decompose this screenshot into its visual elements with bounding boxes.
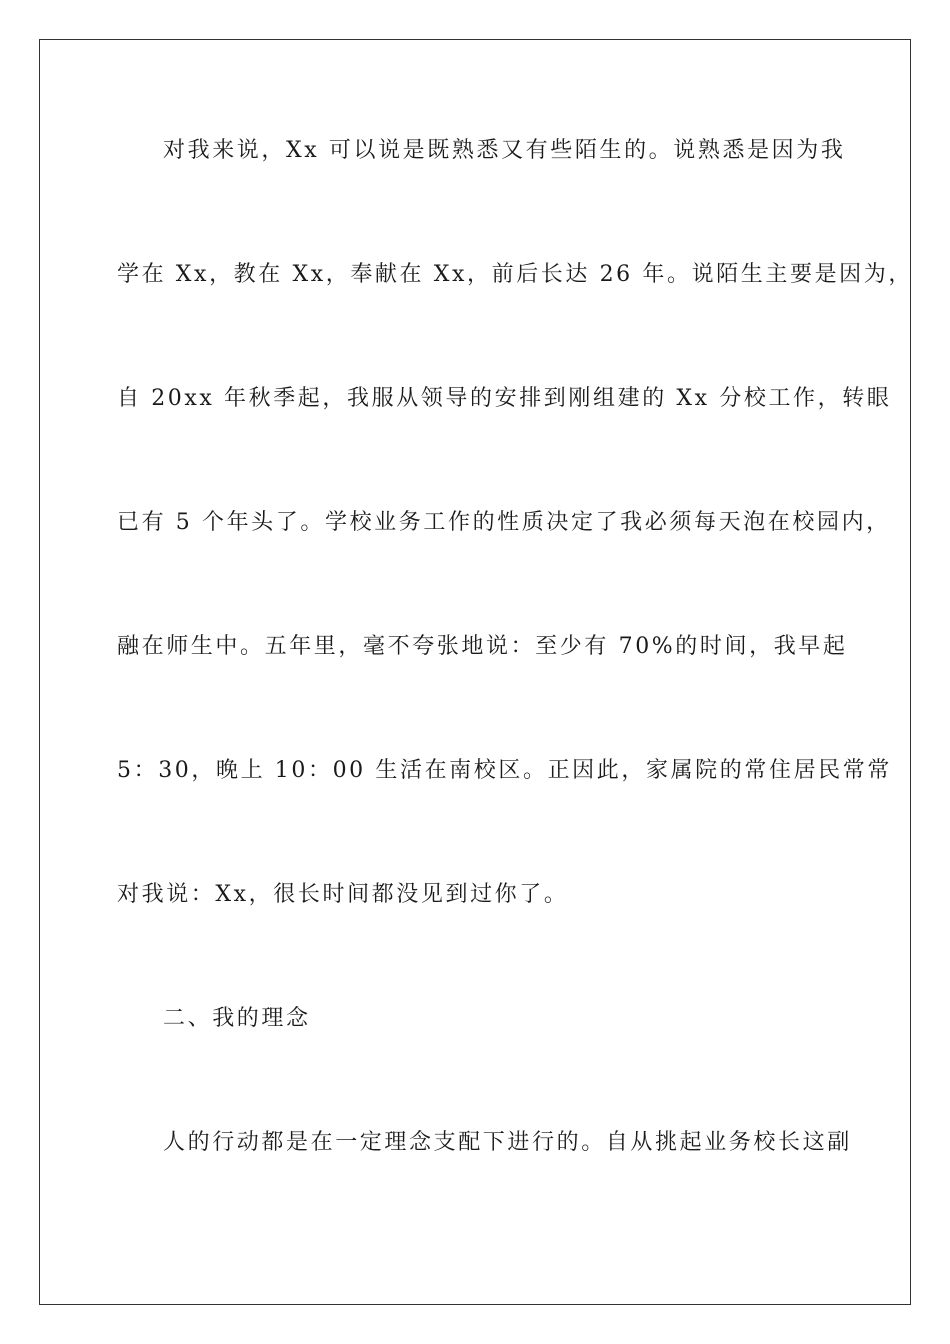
paragraph-line: 对我来说，Xx 可以说是既熟悉又有些陌生的。说熟悉是因为我 <box>163 138 846 163</box>
section-heading: 二、我的理念 <box>163 1006 311 1031</box>
page-border <box>39 39 911 1305</box>
paragraph-line: 对我说：Xx，很长时间都没见到过你了。 <box>117 882 569 907</box>
paragraph-line: 融在师生中。五年里，毫不夸张地说：至少有 70%的时间，我早起 <box>117 634 848 659</box>
paragraph-line: 自 20xx 年秋季起，我服从领导的安排到刚组建的 Xx 分校工作，转眼 <box>117 386 892 411</box>
paragraph-line: 学在 Xx，教在 Xx，奉献在 Xx，前后长达 26 年。说陌生主要是因为， <box>117 262 913 287</box>
paragraph-line: 5：30，晚上 10：00 生活在南校区。正因此，家属院的常住居民常常 <box>117 758 892 783</box>
paragraph-line: 人的行动都是在一定理念支配下进行的。自从挑起业务校长这副 <box>163 1130 852 1155</box>
paragraph-line: 已有 5 个年头了。学校业务工作的性质决定了我必须每天泡在校园内， <box>117 510 891 535</box>
